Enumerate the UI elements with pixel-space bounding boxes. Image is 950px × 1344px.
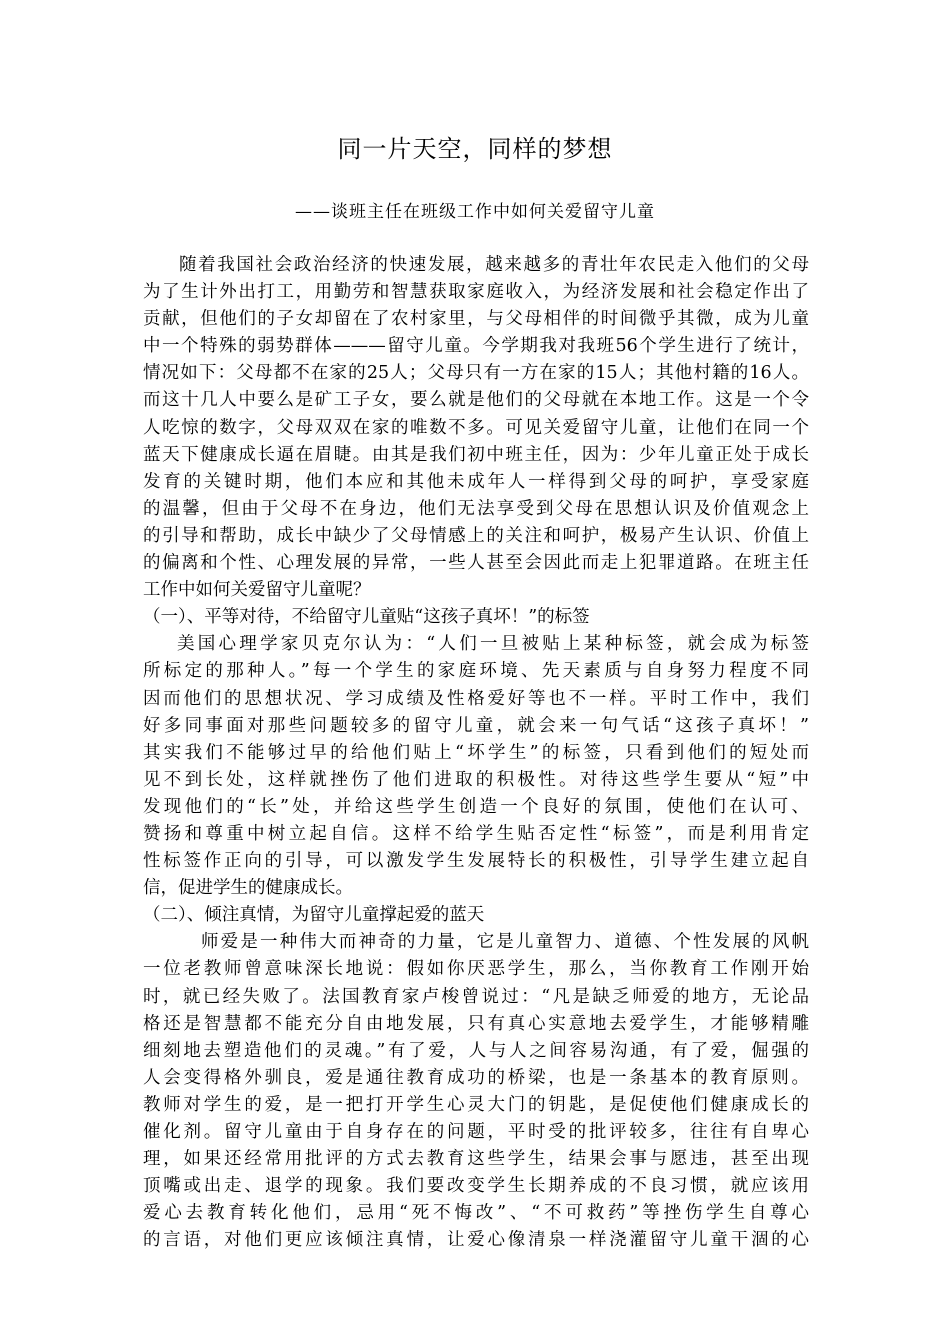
- section-heading: （二）、倾注真情，为留守儿童撑起爱的蓝天: [143, 905, 485, 926]
- paragraph-line: 催化剂。留守儿童由于自身存在的问题，平时受的批评较多，往往有自卑心: [143, 1122, 809, 1142]
- paragraph-line: 见不到长处，这样就挫伤了他们进取的积极性。对待这些学生要从“短”中: [143, 769, 809, 790]
- paragraph-line: 蓝天下健康成长逼在眉睫。由其是我们初中班主任，因为：少年儿童正处于成长: [143, 444, 809, 465]
- paragraph-line: 时，就已经失败了。法国教育家卢梭曾说过：“凡是缺乏师爱的地方，无论品: [143, 986, 809, 1007]
- paragraph-line: 信，促进学生的健康成长。: [143, 878, 353, 899]
- paragraph-line: 的引导和帮助，成长中缺少了父母情感上的关注和呵护，极易产生认识、价值上: [143, 525, 809, 546]
- paragraph-line: 发现他们的“长”处，并给这些学生创造一个良好的氛围，使他们在认可、: [143, 796, 809, 817]
- paragraph-line: 贡献，但他们的子女却留在了农村家里，与父母相伴的时间微乎其微，成为儿童: [143, 309, 809, 330]
- paragraph-line: 情况如下：父母都不在家的25人；父母只有一方在家的15人；其他村籍的16人。: [143, 363, 809, 384]
- paragraph-line: 一位老教师曾意味深长地说：假如你厌恶学生，那么，当你教育工作刚开始: [143, 959, 809, 980]
- paragraph-line: 发育的关键时期，他们本应和其他未成年人一样得到父母的呵护，享受家庭: [143, 471, 809, 492]
- paragraph-line: 性标签作正向的引导，可以激发学生发展特长的积极性，引导学生建立起自: [143, 851, 809, 872]
- paragraph-line: 随着我国社会政治经济的快速发展，越来越多的青壮年农民走入他们的父母: [179, 255, 809, 275]
- paragraph-line: 而这十几人中要么是矿工子女，要么就是他们的父母就在本地工作。这是一个令: [143, 390, 809, 411]
- paragraph-line: 工作中如何关爱留守儿童呢？: [143, 580, 371, 601]
- document-subtitle: ——谈班主任在班级工作中如何关爱留守儿童: [295, 202, 655, 222]
- paragraph-line: 爱心去教育转化他们，忌用“死不悔改”、“不可救药”等挫伤学生自尊心: [143, 1203, 809, 1224]
- paragraph-line: 格还是智慧都不能充分自由地发展，只有真心实意地去爱学生，才能够精雕: [143, 1013, 809, 1034]
- paragraph-line: 顶嘴或出走、退学的现象。我们要改变学生长期养成的不良习惯，就应该用: [143, 1176, 809, 1197]
- paragraph-line: 细刻地去塑造他们的灵魂。”有了爱，人与人之间容易沟通，有了爱，倔强的: [143, 1040, 809, 1061]
- paragraph-line: 所标定的那种人。”每一个学生的家庭环境、先天素质与自身努力程度不同: [143, 661, 809, 682]
- document-title: 同一片天空，同样的梦想: [337, 135, 613, 163]
- paragraph-line: 的言语，对他们更应该倾注真情，让爱心像清泉一样浇灌留守儿童干涸的心: [143, 1230, 809, 1251]
- paragraph-line: 其实我们不能够过早的给他们贴上“坏学生”的标签，只看到他们的短处而: [143, 742, 809, 763]
- paragraph-line: 人吃惊的数字，父母双双在家的唯数不多。可见关爱留守儿童，让他们在同一个: [143, 417, 809, 438]
- paragraph-line: 的偏离和个性、心理发展的异常，一些人甚至会因此而走上犯罪道路。在班主任: [143, 553, 809, 574]
- paragraph-line: 美国心理学家贝克尔认为：“人们一旦被贴上某种标签，就会成为标签: [177, 634, 809, 655]
- paragraph-line: 师爱是一种伟大而神奇的力量，它是儿童智力、道德、个性发展的风帆: [201, 932, 809, 953]
- paragraph-line: 教师对学生的爱，是一把打开学生心灵大门的钥匙，是促使他们健康成长的: [143, 1094, 809, 1115]
- paragraph-line: 赞扬和尊重中树立起自信。这样不给学生贴否定性“标签”，而是利用肯定: [143, 823, 809, 844]
- paragraph-line: 为了生计外出打工，用勤劳和智慧获取家庭收入，为经济发展和社会稳定作出了: [143, 282, 809, 303]
- document-body: [143, 252, 809, 1254]
- paragraph-line: 的温馨，但由于父母不在身边，他们无法享受到父母在思想认识及价值观念上: [143, 498, 809, 519]
- paragraph-line: 理，如果还经常用批评的方式去教育这些学生，结果会事与愿违，甚至出现: [143, 1149, 809, 1170]
- paragraph-line: 中一个特殊的弱势群体———留守儿童。今学期我对我班56个学生进行了统计，: [143, 336, 809, 357]
- section-heading: （一）、平等对待，不给留守儿童贴“这孩子真坏！”的标签: [143, 607, 590, 628]
- paragraph-line: 好多同事面对那些问题较多的留守儿童，就会来一句气话“这孩子真坏！”: [143, 715, 809, 736]
- paragraph-line: 人会变得格外驯良，爱是通往教育成功的桥梁，也是一条基本的教育原则。: [143, 1067, 809, 1088]
- paragraph-line: 因而他们的思想状况、学习成绩及性格爱好等也不一样。平时工作中，我们: [143, 688, 809, 709]
